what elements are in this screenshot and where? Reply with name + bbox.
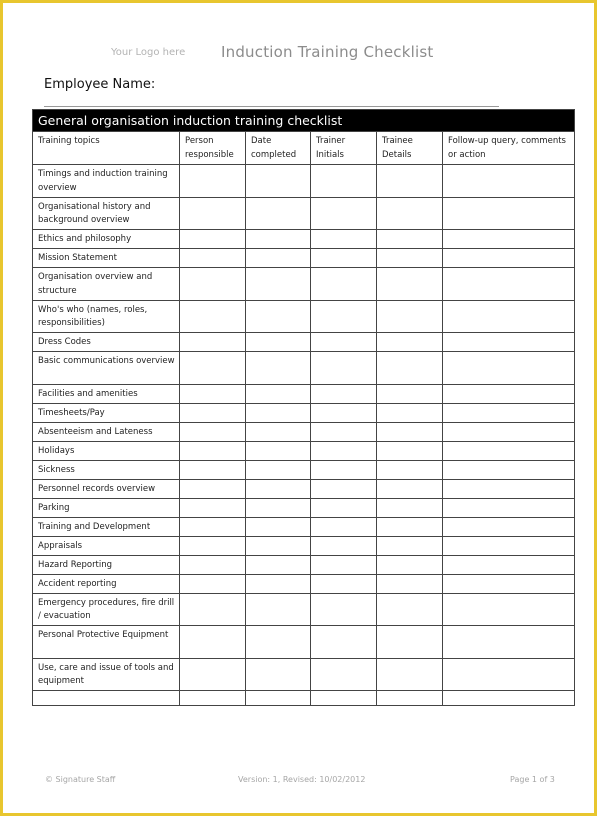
table-row [33, 403, 575, 422]
person-responsible-cell[interactable] [180, 268, 246, 301]
person-responsible-cell[interactable] [180, 479, 246, 498]
training-topic-cell: Mission Statement [33, 249, 180, 268]
person-responsible-cell[interactable] [180, 574, 246, 593]
trainee-details-cell[interactable] [377, 593, 443, 626]
table-row [33, 658, 575, 691]
trainer-initials-cell[interactable] [311, 403, 377, 422]
trainer-initials-cell[interactable] [311, 422, 377, 441]
follow-up-cell[interactable] [443, 574, 575, 593]
training-topic-cell: Facilities and amenities [33, 384, 180, 403]
follow-up-cell[interactable] [443, 593, 575, 626]
date-completed-cell[interactable] [246, 230, 311, 249]
training-topic-cell: Timings and induction training overview [33, 165, 180, 198]
column-header-follow-up: Follow-up query, comments or action [443, 132, 575, 165]
training-topic-cell: Hazard Reporting [33, 555, 180, 574]
date-completed-cell[interactable] [246, 352, 311, 385]
trainer-initials-cell[interactable] [311, 479, 377, 498]
follow-up-cell[interactable] [443, 536, 575, 555]
table-row [33, 268, 575, 301]
table-row [33, 460, 575, 479]
table-row [33, 197, 575, 230]
column-header-trainee-details: Trainee Details [377, 132, 443, 165]
training-topic-cell: Who's who (names, roles, responsibilities) [33, 300, 180, 333]
person-responsible-cell[interactable] [180, 460, 246, 479]
follow-up-cell[interactable] [443, 384, 575, 403]
person-responsible-cell[interactable] [180, 249, 246, 268]
trainee-details-cell[interactable] [377, 333, 443, 352]
person-responsible-cell[interactable] [180, 555, 246, 574]
trainer-initials-cell[interactable] [311, 300, 377, 333]
person-responsible-cell[interactable] [180, 626, 246, 659]
footer-page-number: Page 1 of 3 [510, 775, 555, 784]
training-topic-cell: Organisation overview and structure [33, 268, 180, 301]
follow-up-cell[interactable] [443, 333, 575, 352]
table-title-row [33, 110, 575, 132]
date-completed-cell[interactable] [246, 268, 311, 301]
trainer-initials-cell[interactable] [311, 691, 377, 706]
table-row [33, 593, 575, 626]
date-completed-cell[interactable] [246, 249, 311, 268]
person-responsible-cell[interactable] [180, 165, 246, 198]
table-row [33, 230, 575, 249]
trainer-initials-cell[interactable] [311, 574, 377, 593]
table-row [33, 555, 575, 574]
table-row [33, 165, 575, 198]
footer-copyright: © Signature Staff [45, 775, 116, 784]
table-row [33, 300, 575, 333]
training-topic-cell: Absenteeism and Lateness [33, 422, 180, 441]
training-topic-cell: Accident reporting [33, 574, 180, 593]
header-divider [44, 106, 499, 107]
trainee-details-cell[interactable] [377, 555, 443, 574]
trainee-details-cell[interactable] [377, 574, 443, 593]
training-topic-cell: Use, care and issue of tools and equipment [33, 658, 180, 691]
follow-up-cell[interactable] [443, 555, 575, 574]
column-header-person-responsible: Person responsible [180, 132, 246, 165]
training-topic-cell: Sickness [33, 460, 180, 479]
trainee-details-cell[interactable] [377, 658, 443, 691]
footer-version: Version: 1, Revised: 10/02/2012 [238, 775, 366, 784]
date-completed-cell[interactable] [246, 626, 311, 659]
column-header-trainer-initials: Trainer Initials [311, 132, 377, 165]
table-row [33, 479, 575, 498]
table-row [33, 691, 575, 706]
person-responsible-cell[interactable] [180, 691, 246, 706]
trainer-initials-cell[interactable] [311, 230, 377, 249]
table-row [33, 441, 575, 460]
trainee-details-cell[interactable] [377, 384, 443, 403]
trainee-details-cell[interactable] [377, 479, 443, 498]
date-completed-cell[interactable] [246, 165, 311, 198]
person-responsible-cell[interactable] [180, 352, 246, 385]
trainer-initials-cell[interactable] [311, 268, 377, 301]
follow-up-cell[interactable] [443, 691, 575, 706]
trainer-initials-cell[interactable] [311, 249, 377, 268]
person-responsible-cell[interactable] [180, 197, 246, 230]
person-responsible-cell[interactable] [180, 300, 246, 333]
date-completed-cell[interactable] [246, 300, 311, 333]
table-row [33, 352, 575, 385]
date-completed-cell[interactable] [246, 197, 311, 230]
date-completed-cell[interactable] [246, 460, 311, 479]
follow-up-cell[interactable] [443, 403, 575, 422]
table-row [33, 249, 575, 268]
trainer-initials-cell[interactable] [311, 384, 377, 403]
table-row [33, 517, 575, 536]
follow-up-cell[interactable] [443, 479, 575, 498]
training-topic-cell: Appraisals [33, 536, 180, 555]
training-topic-cell: Personnel records overview [33, 479, 180, 498]
person-responsible-cell[interactable] [180, 230, 246, 249]
training-topic-cell: Holidays [33, 441, 180, 460]
trainee-details-cell[interactable] [377, 230, 443, 249]
date-completed-cell[interactable] [246, 403, 311, 422]
person-responsible-cell[interactable] [180, 384, 246, 403]
training-topic-cell [33, 691, 180, 706]
follow-up-cell[interactable] [443, 517, 575, 536]
table-row [33, 422, 575, 441]
topic-rows [33, 165, 575, 706]
trainer-initials-cell[interactable] [311, 498, 377, 517]
trainer-initials-cell[interactable] [311, 197, 377, 230]
follow-up-cell[interactable] [443, 165, 575, 198]
date-completed-cell[interactable] [246, 658, 311, 691]
follow-up-cell[interactable] [443, 352, 575, 385]
trainee-details-cell[interactable] [377, 441, 443, 460]
trainer-initials-cell[interactable] [311, 626, 377, 659]
training-topic-cell: Personal Protective Equipment [33, 626, 180, 659]
follow-up-cell[interactable] [443, 422, 575, 441]
trainee-details-cell[interactable] [377, 626, 443, 659]
person-responsible-cell[interactable] [180, 593, 246, 626]
trainee-details-cell[interactable] [377, 691, 443, 706]
trainer-initials-cell[interactable] [311, 333, 377, 352]
training-topic-cell: Emergency procedures, fire drill / evacuation [33, 593, 180, 626]
training-topic-cell: Timesheets/Pay [33, 403, 180, 422]
date-completed-cell[interactable] [246, 593, 311, 626]
date-completed-cell[interactable] [246, 555, 311, 574]
follow-up-cell[interactable] [443, 197, 575, 230]
date-completed-cell[interactable] [246, 333, 311, 352]
date-completed-cell[interactable] [246, 536, 311, 555]
date-completed-cell[interactable] [246, 384, 311, 403]
table-row [33, 333, 575, 352]
follow-up-cell[interactable] [443, 460, 575, 479]
trainer-initials-cell[interactable] [311, 165, 377, 198]
training-topic-cell: Organisational history and background overview [33, 197, 180, 230]
person-responsible-cell[interactable] [180, 422, 246, 441]
trainer-initials-cell[interactable] [311, 352, 377, 385]
follow-up-cell[interactable] [443, 658, 575, 691]
trainee-details-cell[interactable] [377, 536, 443, 555]
date-completed-cell[interactable] [246, 517, 311, 536]
table-row [33, 536, 575, 555]
training-topic-cell: Ethics and philosophy [33, 230, 180, 249]
follow-up-cell[interactable] [443, 268, 575, 301]
trainee-details-cell[interactable] [377, 197, 443, 230]
follow-up-cell[interactable] [443, 230, 575, 249]
trainee-details-cell[interactable] [377, 268, 443, 301]
table-row [33, 574, 575, 593]
follow-up-cell[interactable] [443, 498, 575, 517]
trainee-details-cell[interactable] [377, 352, 443, 385]
trainer-initials-cell[interactable] [311, 460, 377, 479]
trainee-details-cell[interactable] [377, 300, 443, 333]
date-completed-cell[interactable] [246, 422, 311, 441]
trainer-initials-cell[interactable] [311, 517, 377, 536]
training-topic-cell: Training and Development [33, 517, 180, 536]
follow-up-cell[interactable] [443, 626, 575, 659]
date-completed-cell[interactable] [246, 574, 311, 593]
checklist-table [32, 109, 575, 706]
document-title: Induction Training Checklist [221, 43, 434, 61]
trainee-details-cell[interactable] [377, 165, 443, 198]
trainee-details-cell[interactable] [377, 249, 443, 268]
person-responsible-cell[interactable] [180, 658, 246, 691]
trainer-initials-cell[interactable] [311, 555, 377, 574]
trainee-details-cell[interactable] [377, 498, 443, 517]
logo-placeholder: Your Logo here [111, 47, 186, 58]
column-header-date-completed: Date completed [246, 132, 311, 165]
column-header-training-topics: Training topics [33, 132, 180, 165]
person-responsible-cell[interactable] [180, 536, 246, 555]
follow-up-cell[interactable] [443, 441, 575, 460]
person-responsible-cell[interactable] [180, 517, 246, 536]
trainer-initials-cell[interactable] [311, 658, 377, 691]
employee-name-label: Employee Name: [44, 77, 156, 92]
training-topic-cell: Parking [33, 498, 180, 517]
trainer-initials-cell[interactable] [311, 593, 377, 626]
training-topic-cell: Dress Codes [33, 333, 180, 352]
trainee-details-cell[interactable] [377, 403, 443, 422]
trainer-initials-cell[interactable] [311, 441, 377, 460]
date-completed-cell[interactable] [246, 479, 311, 498]
date-completed-cell[interactable] [246, 691, 311, 706]
trainee-details-cell[interactable] [377, 517, 443, 536]
trainee-details-cell[interactable] [377, 422, 443, 441]
table-row [33, 384, 575, 403]
follow-up-cell[interactable] [443, 249, 575, 268]
date-completed-cell[interactable] [246, 498, 311, 517]
table-title: General organisation induction training checklist [33, 110, 575, 132]
date-completed-cell[interactable] [246, 441, 311, 460]
trainer-initials-cell[interactable] [311, 536, 377, 555]
table-row [33, 626, 575, 659]
person-responsible-cell[interactable] [180, 441, 246, 460]
person-responsible-cell[interactable] [180, 403, 246, 422]
column-header-row [33, 132, 575, 165]
table-row [33, 498, 575, 517]
follow-up-cell[interactable] [443, 300, 575, 333]
trainee-details-cell[interactable] [377, 460, 443, 479]
person-responsible-cell[interactable] [180, 333, 246, 352]
person-responsible-cell[interactable] [180, 498, 246, 517]
training-topic-cell: Basic communications overview [33, 352, 180, 385]
